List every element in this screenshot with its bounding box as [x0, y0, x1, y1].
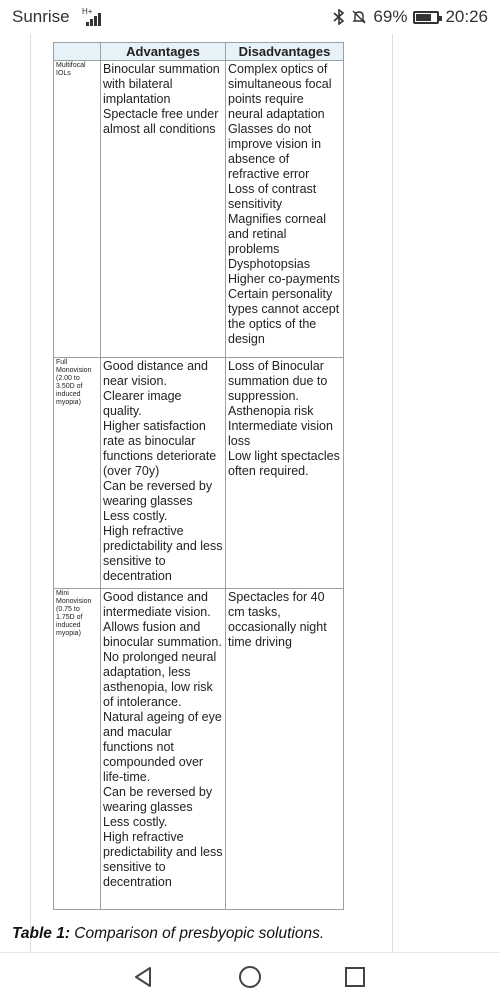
header-disadvantages: Disadvantages [226, 43, 344, 61]
mute-icon [351, 9, 367, 25]
list-item: High refractive predictability and less sensitive to decentration [103, 830, 223, 889]
list-item: Less costly. [103, 815, 168, 829]
table-caption [12, 925, 324, 943]
battery-icon [413, 11, 439, 24]
disadvantages-cell [226, 61, 344, 358]
list-item: Dysphotopsias [228, 257, 310, 271]
advantages-cell [101, 61, 226, 358]
battery-percent: 69% [373, 7, 408, 26]
list-item: Binocular summation with bilateral implantation [103, 62, 220, 106]
recents-icon [344, 966, 366, 988]
list-item: Less costly. [103, 509, 168, 523]
advantages-cell [101, 589, 226, 910]
row-label: Full Monovision (2.00 to 3.50D of induced myopia) [54, 358, 101, 589]
table-row [54, 61, 344, 358]
recents-button[interactable] [340, 962, 370, 992]
list-item: Loss of contrast sensitivity [228, 182, 317, 211]
clock: 20:26 [445, 7, 488, 26]
caption-label: Table 1: [12, 925, 70, 942]
header-advantages: Advantages [101, 43, 226, 61]
table-row [54, 358, 344, 589]
network-type: H+ [82, 7, 93, 16]
list-item: Can be reversed by wearing glasses [103, 785, 213, 814]
list-item: Glasses do not improve vision in absence of refractive error [228, 122, 322, 181]
home-icon [238, 965, 262, 989]
list-item: No prolonged neural adaptation, less asthenopia, low risk of intolerance. [103, 650, 217, 709]
caption-text: Comparison of presbyopic solutions. [70, 925, 325, 942]
list-item: Low light spectacles often required. [228, 449, 340, 478]
signal-strength-icon [86, 12, 106, 26]
navigation-bar [0, 952, 500, 1001]
list-item: Loss of Binocular summation due to suppression. [228, 359, 328, 403]
content-divider-right [392, 34, 393, 952]
content-divider-left [30, 34, 31, 952]
status-bar [0, 0, 500, 34]
comparison-table [53, 42, 344, 910]
list-item: Spectacles for 40 cm tasks, occasionally night time driving [228, 590, 327, 649]
list-item: Certain personality types cannot accept the optics of the design [228, 287, 340, 346]
list-item: Higher co-payments [228, 272, 340, 286]
list-item: Natural ageing of eye and macular functions not compounded over life-time. [103, 710, 222, 784]
list-item: Good distance and intermediate vision. [103, 590, 211, 619]
row-label: Multifocal IOLs [54, 61, 101, 358]
list-item: Good distance and near vision. [103, 359, 208, 388]
list-item: Higher satisfaction rate as binocular functions deteriorate (over 70y) [103, 419, 217, 478]
disadvantages-cell [226, 589, 344, 910]
header-empty [54, 43, 101, 61]
list-item: Clearer image quality. [103, 389, 182, 418]
list-item: Spectacle free under almost all conditions [103, 107, 219, 136]
back-icon [133, 966, 153, 988]
list-item: Magnifies corneal and retinal problems [228, 212, 326, 256]
advantages-cell [101, 358, 226, 589]
bluetooth-icon [333, 9, 345, 25]
row-label: Mini Monovision (0.75 to 1.75D of induced myopia) [54, 589, 101, 910]
list-item: High refractive predictability and less sensitive to decentration [103, 524, 223, 583]
list-item: Can be reversed by wearing glasses [103, 479, 213, 508]
list-item: Intermediate vision loss [228, 419, 333, 448]
list-item: Allows fusion and binocular summation. [103, 620, 222, 649]
disadvantages-cell [226, 358, 344, 589]
carrier-name: Sunrise [12, 7, 70, 26]
list-item: Asthenopia risk [228, 404, 314, 418]
home-button[interactable] [235, 962, 265, 992]
table-header-row [54, 43, 344, 61]
table-row [54, 589, 344, 910]
back-button[interactable] [128, 962, 158, 992]
list-item: Complex optics of simultaneous focal points require neural adaptation [228, 62, 332, 121]
article-content[interactable] [0, 34, 500, 952]
